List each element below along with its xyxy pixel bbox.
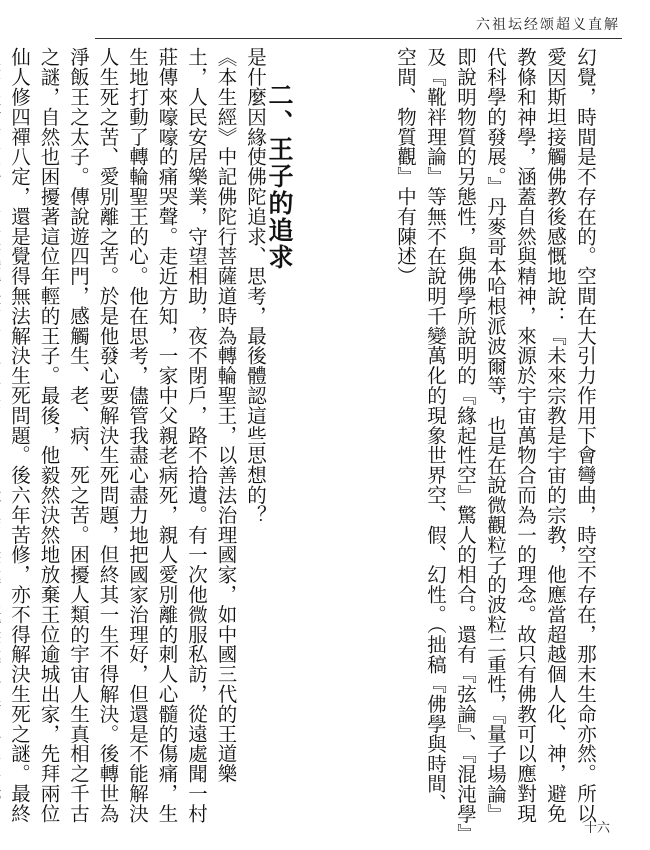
text-line: 教條和神學，涵蓋自然與精神，來源於宇宙萬物合而為一的理念。故只有佛教可以應對現 (514, 47, 537, 824)
text-line: 幻覺，時間是不存在的。空間在大引力作用下會彎曲，時空不存在，那末生命亦然。所以 (574, 47, 597, 824)
text-line: 代科學的發展。』丹麥哥本哈根派波爾等，也是在說微觀粒子的波粒二重性，『量子場論』 (484, 47, 507, 824)
text-line: 及『靴袢理論』等無不在說明千變萬化的現象世界空、假、幻性。（拙稿『佛學與時間、 (424, 47, 447, 814)
section-heading: 二、王子的追求 (265, 82, 294, 271)
running-head: 六祖坛经颂超义直解 (476, 17, 620, 33)
text-line: 淨飯王之太子。傳說遊四門，感觸生、老、病、死之苦。困擾人類的宇宙人生真相之千古 (67, 47, 90, 824)
text-line (0, 47, 5, 807)
text-line: 生地打動了轉輪聖王的心。他在思考，儘管我盡心盡力地把國家治理好，但還是不能解決 (126, 47, 149, 824)
text-line: 人生死之苦、愛別離之苦。於是他發心要解決生死問題，但終其一生不得解決。後轉世為 (96, 47, 120, 824)
text-line: 空間、物質觀』中有陳述） (394, 47, 417, 286)
header-rule (95, 38, 622, 39)
text-line: 仙人修四禪八定，還是覺得無法解決生死問題。後六年苦修，亦不得解決生死之謎。最終 (8, 47, 31, 824)
text-line: 莊傳來嚎嚎的痛哭聲。走近方知，一家中父親老病死，親人愛別離的刺人心髓的傷痛，生 (155, 47, 179, 824)
text-line: 愛因斯坦接觸佛教後感慨地說：『未來宗教是宇宙的宗教，他應當超越個人化、神，避免 (544, 47, 567, 824)
text-line: 即說明物質的另態性，與佛學所說明的『緣起性空』驚人的相合。還有『弦論』、『混沌學』 (454, 47, 477, 844)
text-line: 土，人民安居樂業，守望相助，夜不閉戶，路不拾遺。有一次他微服私訪，從遠處聞一村 (185, 47, 208, 824)
text-line: 《本生經》中記佛陀行菩薩道時為轉輪聖王，以善法治理國家，如中國三代的王道樂 (214, 47, 238, 784)
section-body (0, 47, 270, 824)
page-number: 十六 (583, 821, 610, 836)
section-intro: 是什麼因緣使佛陀追求、思考，最後體認這些思想的？ (244, 47, 267, 525)
text-line: 之謎，自然也困擾著這位年輕的王子。最後，他毅然決然地放棄王位逾城出家，先拜兩位 (37, 47, 61, 824)
